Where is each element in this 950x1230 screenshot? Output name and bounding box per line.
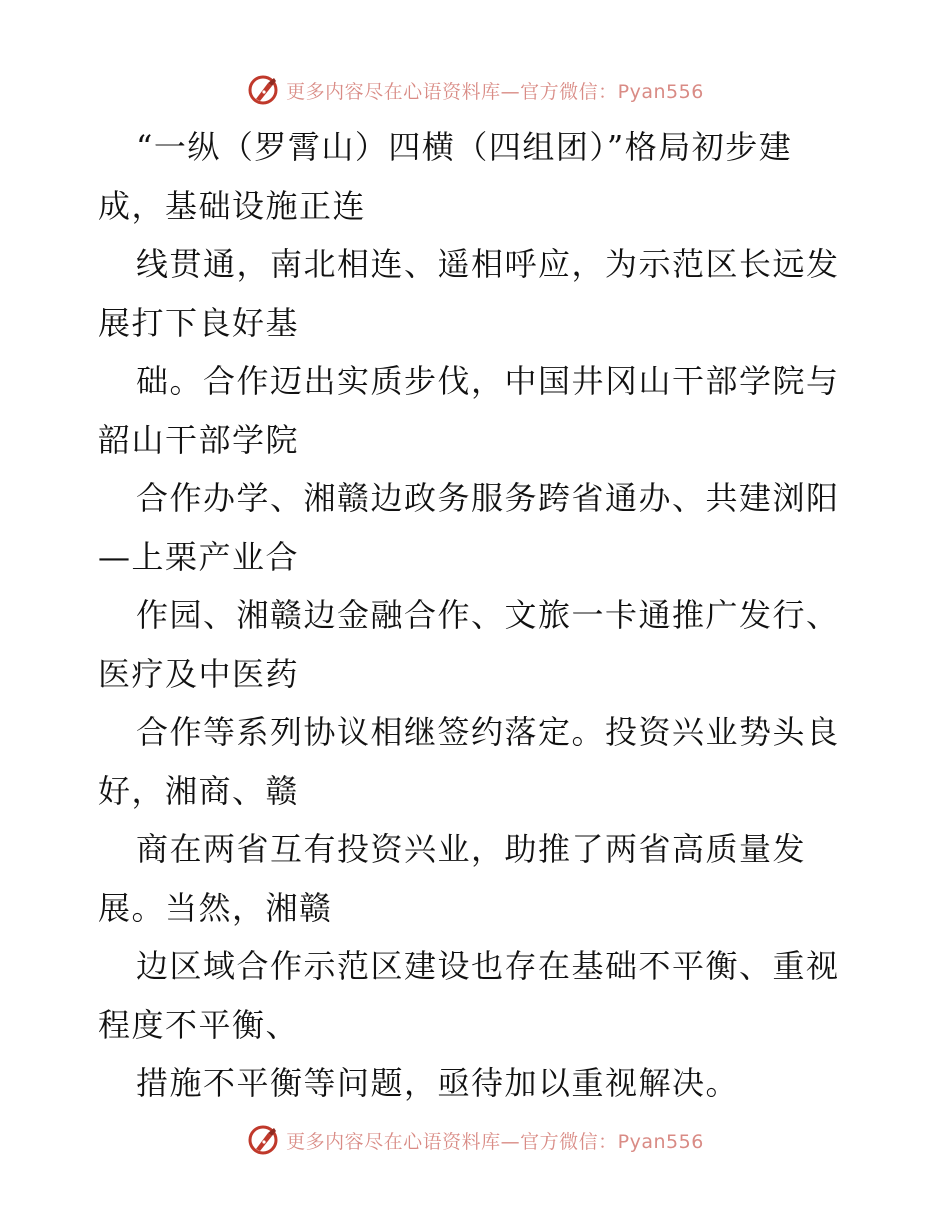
paragraph-line: 展。当然，湘赣 (98, 888, 333, 927)
paragraph-line: 础。合作迈出实质步伐，中国井冈山干部学院与 (136, 362, 840, 400)
paragraph-line: 成，基础设施正连 (98, 186, 367, 225)
paragraph-line: 商在两省互有投资兴业，助推了两省高质量发 (136, 830, 807, 868)
paragraph-line: 线贯通，南北相连、遥相呼应，为示范区长远发 (136, 245, 840, 283)
paragraph-line: 边区域合作示范区建设也存在基础不平衡、重视 (136, 947, 840, 985)
watermark-text: 更多内容尽在心语资料库—官方微信：Pyan556 (286, 80, 704, 103)
pen-nib-circle-icon (246, 1123, 280, 1157)
paragraph-line: 作园、湘赣边金融合作、文旅一卡通推广发行、 (136, 596, 840, 634)
header-watermark (0, 70, 950, 110)
paragraph-line: 合作等系列协议相继签约落定。投资兴业势头良 (136, 713, 840, 751)
pen-nib-circle-icon (246, 73, 280, 107)
paragraph-line: 医疗及中医药 (98, 654, 300, 693)
paragraph-line: “一纵（罗霄山）四横（四组团）”格局初步建 (136, 128, 793, 166)
watermark-text: 更多内容尽在心语资料库—官方微信：Pyan556 (286, 1130, 704, 1153)
footer-watermark (0, 1120, 950, 1160)
paragraph-line: 措施不平衡等问题，亟待加以重视解决。 (136, 1064, 740, 1102)
paragraph-line: 展打下良好基 (98, 303, 300, 342)
paragraph-line: 韶山干部学院 (98, 420, 300, 459)
paragraph-line: 程度不平衡、 (98, 1005, 300, 1044)
paragraph-line: —上栗产业合 (98, 537, 300, 576)
paragraph-line: 好，湘商、赣 (98, 771, 300, 810)
paragraph-line: 合作办学、湘赣边政务服务跨省通办、共建浏阳 (136, 479, 840, 517)
